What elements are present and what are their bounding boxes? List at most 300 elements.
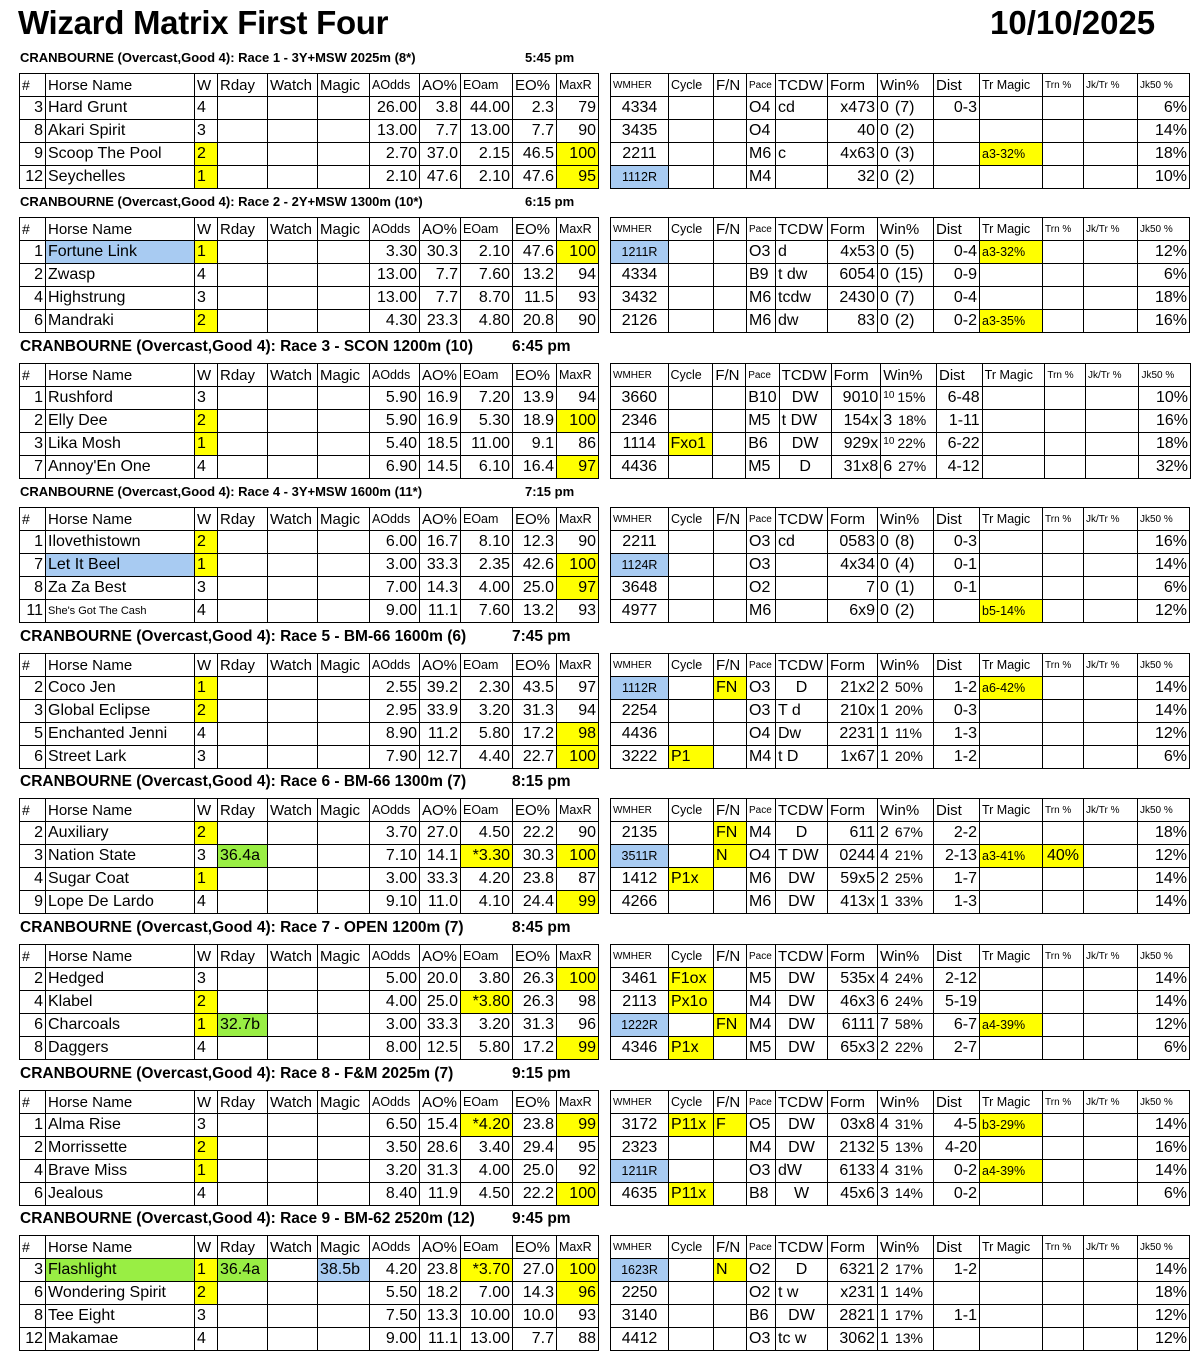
column-header: TCDW	[776, 799, 828, 822]
column-header: Rday	[218, 654, 268, 677]
cell-form: 2231	[828, 723, 878, 746]
cell-maxr: 94	[557, 700, 599, 723]
column-header: WMHER	[611, 1236, 669, 1259]
cell-aodds: 2.95	[370, 700, 420, 723]
cell-dist: 1-2	[934, 677, 980, 700]
win-count: 2	[880, 1261, 889, 1278]
column-header: Cycle	[669, 74, 714, 97]
cell-wmher: 4412	[611, 1328, 669, 1351]
column-header: TCDW	[776, 1091, 828, 1114]
column-header: EO%	[513, 1091, 557, 1114]
cell-magic	[318, 822, 370, 845]
cell-cycle: F1ox	[669, 968, 714, 991]
column-header: Win%	[881, 364, 937, 387]
cell-ao: 12.7	[420, 746, 461, 769]
column-header: Trn %	[1043, 945, 1084, 968]
cell-win	[878, 1137, 934, 1160]
race-time: 6:45 pm	[512, 338, 571, 355]
cell-w: 1	[195, 1160, 218, 1183]
cell-watch	[268, 554, 318, 577]
column-header: F/N	[713, 364, 746, 387]
cell-jktr	[1084, 1037, 1138, 1060]
race-title: CRANBOURNE (Overcast,Good 4): Race 5 - BM-66 1600m (6)	[20, 628, 467, 645]
horse-name: Klabel	[46, 991, 195, 1014]
cell-eo: 31.3	[513, 700, 557, 723]
win-count: 10	[883, 436, 895, 447]
table-row	[20, 577, 599, 600]
cell-magic: 38.5b	[318, 1259, 370, 1282]
cell-watch	[268, 97, 318, 120]
cell-jktr	[1084, 1328, 1138, 1351]
cell-trmagic: a3-32%	[980, 143, 1043, 166]
cell-eoam: 4.10	[461, 891, 513, 914]
cell-fn	[714, 310, 747, 333]
cell-pace: O4	[747, 723, 776, 746]
cell-win	[878, 1114, 934, 1137]
cell-win	[878, 1183, 934, 1206]
column-header: Magic	[318, 364, 370, 387]
cell-watch	[268, 891, 318, 914]
cell-watch	[268, 677, 318, 700]
cell-cycle	[669, 1014, 714, 1037]
cell-wmher: 4977	[611, 600, 669, 623]
cell-form: 0244	[828, 845, 878, 868]
column-header: Win%	[878, 799, 934, 822]
win-count: 0	[880, 266, 889, 283]
cell-rday	[218, 991, 268, 1014]
horse-name: Street Lark	[46, 746, 195, 769]
cell-trmagic	[982, 433, 1045, 456]
cell-ao: 31.3	[420, 1160, 461, 1183]
cell-maxr: 90	[557, 120, 599, 143]
table-header-row	[611, 364, 1191, 387]
column-header: EOam	[461, 654, 513, 677]
cell-maxr: 94	[557, 387, 599, 410]
column-header: Trn %	[1043, 799, 1084, 822]
race-title: CRANBOURNE (Overcast,Good 4): Race 2 - 2Y+MSW 1300m (10*)	[20, 194, 423, 209]
cell-trn	[1043, 1014, 1084, 1037]
cell-win	[878, 822, 934, 845]
horse-name: Global Eclipse	[46, 700, 195, 723]
cell-trmagic	[980, 120, 1043, 143]
horse-name: Makamae	[46, 1328, 195, 1351]
column-header: Dist	[934, 74, 980, 97]
cell-dist: 0-3	[934, 700, 980, 723]
cell-win	[881, 433, 937, 456]
cell-fn	[714, 1282, 747, 1305]
cell-eo: 25.0	[513, 1160, 557, 1183]
column-header: Win%	[878, 508, 934, 531]
column-header: Form	[828, 945, 878, 968]
cell-maxr: 90	[557, 310, 599, 333]
cell-watch	[268, 577, 318, 600]
cell-jk50: 14%	[1138, 1160, 1190, 1183]
cell-w: 4	[195, 97, 218, 120]
cell-win	[878, 891, 934, 914]
cell-w: 3	[195, 120, 218, 143]
cell-rday	[218, 531, 268, 554]
cell-num: 2	[20, 410, 46, 433]
column-header: F/N	[714, 74, 747, 97]
cell-ao: 7.7	[420, 264, 461, 287]
cell-pace: O5	[747, 1114, 776, 1137]
table-row	[611, 991, 1190, 1014]
table-header-row	[611, 945, 1190, 968]
cell-rday	[218, 822, 268, 845]
table-row	[20, 991, 599, 1014]
column-header: AOdds	[370, 654, 420, 677]
cell-jk50: 18%	[1138, 143, 1190, 166]
cell-jktr	[1084, 845, 1138, 868]
cell-maxr: 100	[557, 241, 599, 264]
cell-trn	[1043, 1282, 1084, 1305]
cell-w: 4	[195, 456, 218, 479]
cell-form: 7	[828, 577, 878, 600]
win-pct: 21%	[894, 847, 923, 863]
cell-jk50: 16%	[1138, 310, 1190, 333]
cell-pace: O2	[747, 577, 776, 600]
column-header: WMHER	[611, 364, 669, 387]
horse-name: Elly Dee	[46, 410, 195, 433]
cell-ao: 33.9	[420, 700, 461, 723]
cell-jk50: 12%	[1138, 845, 1190, 868]
cell-w: 2	[195, 143, 218, 166]
cell-ao: 33.3	[420, 554, 461, 577]
cell-eoam: 3.80	[461, 968, 513, 991]
cell-wmher: 1211R	[611, 1160, 669, 1183]
table-row	[611, 1259, 1190, 1282]
cell-fn: FN	[714, 1014, 747, 1037]
column-header: EO%	[513, 945, 557, 968]
cell-dist: 0-4	[934, 241, 980, 264]
cell-aodds: 13.00	[370, 120, 420, 143]
cell-eoam: 3.20	[461, 700, 513, 723]
cell-jk50: 14%	[1138, 1114, 1190, 1137]
cell-rday	[218, 868, 268, 891]
column-header: EOam	[461, 945, 513, 968]
cell-jk50: 18%	[1139, 433, 1191, 456]
race-time: 8:15 pm	[512, 773, 571, 790]
cell-wmher: 3172	[611, 1114, 669, 1137]
win-pct: 17%	[894, 1261, 923, 1277]
column-header: #	[20, 218, 46, 241]
cell-wmher: 3432	[611, 287, 669, 310]
table-row	[611, 1282, 1190, 1305]
cell-jk50: 6%	[1138, 577, 1190, 600]
win-count: 1	[880, 893, 889, 910]
cell-eo: 13.2	[513, 600, 557, 623]
column-header: Horse Name	[46, 1091, 195, 1114]
win-count: 0	[880, 312, 889, 329]
cell-trmagic	[982, 456, 1045, 479]
win-count: 1	[880, 702, 889, 719]
table-row	[611, 456, 1191, 479]
runners-table	[19, 1235, 599, 1351]
cell-eoam: 2.35	[461, 554, 513, 577]
cell-rday	[218, 1183, 268, 1206]
cell-jktr	[1084, 677, 1138, 700]
cell-eo: 22.2	[513, 822, 557, 845]
race-title: CRANBOURNE (Overcast,Good 4): Race 6 - BM-66 1300m (7)	[20, 773, 467, 790]
cell-pace: O2	[747, 1259, 776, 1282]
column-header: EO%	[513, 508, 557, 531]
cell-pace: O3	[747, 531, 776, 554]
cell-magic	[318, 531, 370, 554]
table-row	[20, 1037, 599, 1060]
cell-rday	[218, 891, 268, 914]
cell-maxr: 93	[557, 287, 599, 310]
cell-num: 3	[20, 845, 46, 868]
column-header: #	[20, 74, 46, 97]
column-header: Form	[828, 508, 878, 531]
table-row	[20, 746, 599, 769]
cell-trmagic: a3-41%	[980, 845, 1043, 868]
cell-aodds: 2.10	[370, 166, 420, 189]
cell-dist: 1-2	[934, 746, 980, 769]
cell-trn	[1043, 1259, 1084, 1282]
cell-win	[881, 387, 937, 410]
cell-dist: 2-12	[934, 968, 980, 991]
cell-magic	[318, 1114, 370, 1137]
cell-jktr	[1085, 410, 1138, 433]
column-header: Tr Magic	[980, 1236, 1043, 1259]
cell-trmagic: a4-39%	[980, 1014, 1043, 1037]
cell-num: 8	[20, 1037, 46, 1060]
column-header: Jk/Tr %	[1084, 799, 1138, 822]
cell-jktr	[1084, 577, 1138, 600]
win-count: 6	[883, 458, 893, 475]
cell-rday	[218, 577, 268, 600]
cell-win	[878, 1014, 934, 1037]
table-row	[611, 1183, 1190, 1206]
cell-form: 21x2	[828, 677, 878, 700]
cell-jk50: 12%	[1138, 1328, 1190, 1351]
form-table	[610, 798, 1190, 914]
cell-aodds: 7.00	[370, 577, 420, 600]
cell-pace: M6	[747, 868, 776, 891]
cell-aodds: 7.50	[370, 1305, 420, 1328]
cell-jk50: 14%	[1138, 120, 1190, 143]
table-header-row	[20, 508, 599, 531]
cell-aodds: 9.00	[370, 1328, 420, 1351]
cell-magic	[318, 1183, 370, 1206]
cell-num: 4	[20, 1160, 46, 1183]
cell-num: 4	[20, 868, 46, 891]
cell-fn	[714, 554, 747, 577]
cell-w: 2	[195, 822, 218, 845]
win-pct: (2)	[894, 168, 915, 185]
column-header: Dist	[936, 364, 982, 387]
cell-aodds: 6.00	[370, 531, 420, 554]
table-header-row	[611, 654, 1190, 677]
cell-win	[878, 287, 934, 310]
cell-form: 46x3	[828, 991, 878, 1014]
cell-pace: M6	[747, 310, 776, 333]
table-row	[611, 554, 1190, 577]
cell-wmher: 4334	[611, 264, 669, 287]
runners-table	[19, 363, 599, 479]
table-header-row	[611, 799, 1190, 822]
cell-jktr	[1084, 241, 1138, 264]
cell-fn	[713, 387, 746, 410]
cell-wmher: 2254	[611, 700, 669, 723]
table-row	[611, 845, 1190, 868]
race-time: 5:45 pm	[525, 50, 575, 65]
column-header: TCDW	[776, 945, 828, 968]
column-header: Cycle	[669, 1091, 714, 1114]
column-header: AO%	[420, 945, 461, 968]
cell-fn	[714, 746, 747, 769]
form-table	[610, 1090, 1190, 1206]
cell-aodds: 5.50	[370, 1282, 420, 1305]
horse-name: Rushford	[46, 387, 195, 410]
cell-dist	[934, 120, 980, 143]
cell-fn	[714, 287, 747, 310]
horse-name: Hedged	[46, 968, 195, 991]
table-row	[20, 387, 599, 410]
cell-cycle: P11x	[669, 1183, 714, 1206]
cell-win	[878, 531, 934, 554]
column-header: EO%	[513, 1236, 557, 1259]
cell-trmagic	[980, 891, 1043, 914]
table-row	[20, 1328, 599, 1351]
race-time: 6:15 pm	[525, 194, 575, 209]
cell-tcdw: cd	[776, 97, 828, 120]
column-header: Form	[828, 1236, 878, 1259]
cell-form: 03x8	[828, 1114, 878, 1137]
cell-ao: 11.2	[420, 723, 461, 746]
cell-w: 3	[195, 845, 218, 868]
cell-ao: 13.3	[420, 1305, 461, 1328]
cell-maxr: 97	[557, 577, 599, 600]
column-header: EO%	[513, 218, 557, 241]
cell-maxr: 93	[557, 1305, 599, 1328]
cell-trn	[1043, 241, 1084, 264]
cell-num: 1	[20, 241, 46, 264]
cell-trmagic	[980, 166, 1043, 189]
table-header-row	[611, 74, 1190, 97]
cell-wmher: 2211	[611, 143, 669, 166]
cell-wmher: 2126	[611, 310, 669, 333]
cell-eoam: 11.00	[461, 433, 513, 456]
cell-cycle	[669, 577, 714, 600]
cell-jktr	[1084, 822, 1138, 845]
cell-maxr: 100	[557, 410, 599, 433]
column-header: Trn %	[1043, 508, 1084, 531]
cell-pace: M6	[747, 891, 776, 914]
column-header: Horse Name	[46, 945, 195, 968]
cell-eoam: 8.70	[461, 287, 513, 310]
cell-num: 7	[20, 456, 46, 479]
cell-cycle	[669, 1259, 714, 1282]
cell-maxr: 98	[557, 723, 599, 746]
column-header: TCDW	[776, 508, 828, 531]
runners-table	[19, 798, 599, 914]
column-header: EOam	[461, 218, 513, 241]
cell-dist: 1-11	[936, 410, 982, 433]
form-table	[610, 363, 1191, 479]
cell-magic	[318, 677, 370, 700]
table-header-row	[611, 1236, 1190, 1259]
cell-magic	[318, 433, 370, 456]
cell-rday: 32.7b	[218, 1014, 268, 1037]
table-row	[20, 143, 599, 166]
table-row	[20, 97, 599, 120]
cell-jktr	[1084, 968, 1138, 991]
horse-name: Tee Eight	[46, 1305, 195, 1328]
cell-watch	[268, 600, 318, 623]
cell-form: 2430	[828, 287, 878, 310]
cell-rday	[218, 310, 268, 333]
cell-tcdw: D	[776, 1259, 828, 1282]
cell-trmagic	[980, 287, 1043, 310]
column-header: Jk50 %	[1138, 74, 1190, 97]
cell-num: 5	[20, 723, 46, 746]
cell-trn	[1043, 1137, 1084, 1160]
cell-aodds: 26.00	[370, 97, 420, 120]
cell-fn: F	[714, 1114, 747, 1137]
cell-win	[878, 1282, 934, 1305]
cell-aodds: 7.10	[370, 845, 420, 868]
cell-jktr	[1084, 723, 1138, 746]
cell-ao: 37.0	[420, 143, 461, 166]
cell-watch	[268, 264, 318, 287]
cell-wmher: 1623R	[611, 1259, 669, 1282]
table-row	[611, 868, 1190, 891]
cell-jk50: 14%	[1138, 991, 1190, 1014]
cell-wmher: 3140	[611, 1305, 669, 1328]
cell-win	[878, 700, 934, 723]
win-count: 3	[883, 412, 893, 429]
horse-name: Lope De Lardo	[46, 891, 195, 914]
cell-dist	[934, 600, 980, 623]
cell-jk50: 16%	[1138, 1137, 1190, 1160]
cell-jk50: 12%	[1138, 600, 1190, 623]
cell-rday	[218, 1137, 268, 1160]
race-header	[20, 919, 590, 939]
table-row	[611, 723, 1190, 746]
cell-trn	[1043, 723, 1084, 746]
cell-wmher: 4334	[611, 97, 669, 120]
cell-aodds: 3.50	[370, 1137, 420, 1160]
page-title: Wizard Matrix First Four	[18, 4, 389, 41]
cell-magic	[318, 410, 370, 433]
column-header: TCDW	[776, 74, 828, 97]
cell-maxr: 98	[557, 991, 599, 1014]
cell-tcdw: W	[776, 1183, 828, 1206]
cell-pace: M4	[747, 991, 776, 1014]
column-header: F/N	[714, 1236, 747, 1259]
cell-jk50: 12%	[1138, 1014, 1190, 1037]
cell-ao: 16.7	[420, 531, 461, 554]
column-header: Dist	[934, 1091, 980, 1114]
column-header: Jk50 %	[1138, 945, 1190, 968]
cell-form: x231	[828, 1282, 878, 1305]
win-pct: (3)	[894, 145, 915, 162]
cell-win	[878, 1305, 934, 1328]
win-count: 1	[880, 1307, 889, 1324]
cell-eoam: *3.80	[461, 991, 513, 1014]
cell-eo: 30.3	[513, 845, 557, 868]
cell-rday	[218, 968, 268, 991]
cell-tcdw: tc w	[776, 1328, 828, 1351]
cell-dist: 1-1	[934, 1305, 980, 1328]
table-row	[611, 387, 1191, 410]
win-pct: (7)	[894, 289, 915, 306]
page-date: 10/10/2025	[990, 4, 1156, 41]
cell-eo: 20.8	[513, 310, 557, 333]
cell-pace: B8	[747, 1183, 776, 1206]
